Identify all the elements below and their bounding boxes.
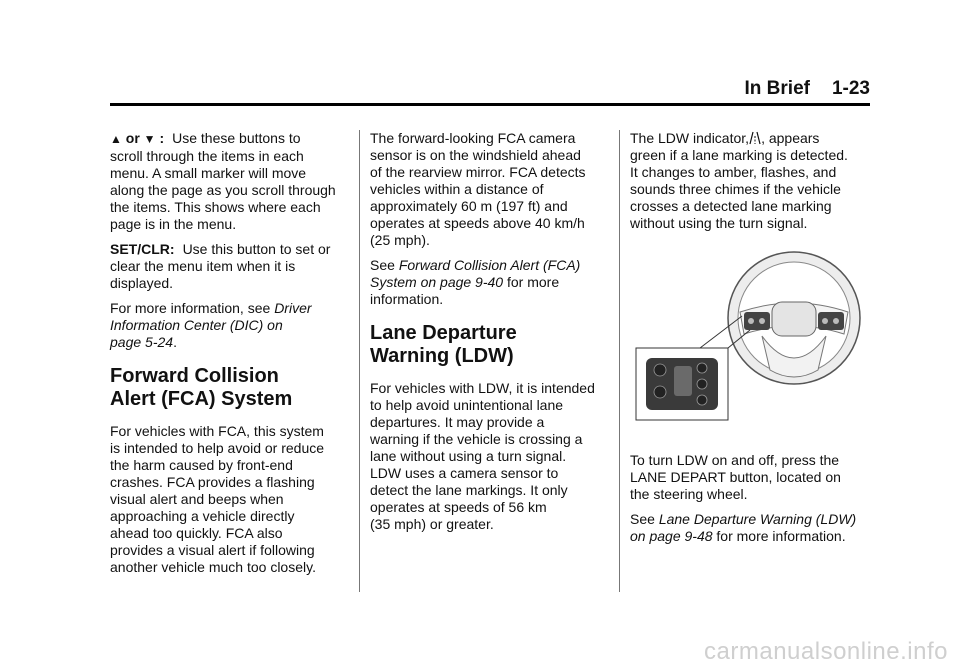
cross-reference: System on page 9-40 [370,274,504,290]
control-buttons-inset [636,348,728,420]
section-title: In Brief [744,78,810,99]
cross-reference: Forward Collision Alert (FCA) [398,257,581,273]
text-line: (25 mph). [370,232,430,248]
text-line: scroll through the items in each [110,148,304,164]
ldw-toggle-paragraph [630,452,870,503]
text-line: operates at speeds above 40 km/h [370,215,585,231]
text-line: , appears [761,130,820,146]
text-line: sensor is on the windshield ahead [370,147,581,163]
ldw-paragraph [370,380,606,533]
up-arrow-icon: ▲ [110,132,122,146]
heading-line: Lane Departure [370,322,517,344]
text-line: provides a visual alert if following [110,542,315,558]
column-1 [110,130,350,584]
text-line: another vehicle much too closely. [110,559,316,575]
steering-wheel-illustration [630,250,870,440]
text-line: approaching a vehicle directly [110,508,295,524]
watermark: carmanualsonline.info [704,638,948,665]
text-line: For vehicles with FCA, this system [110,423,324,439]
ldw-indicator-paragraph [630,130,870,232]
cross-reference: Information Center (DIC) on [110,317,283,333]
text-line: for more [506,274,560,290]
text-line: See [630,511,655,527]
text-line: displayed. [110,275,174,291]
text-line: departures. It may provide a [370,414,545,430]
set-clr-paragraph [110,241,350,292]
fca-reference-paragraph [370,257,606,308]
ldw-reference-paragraph [630,511,870,545]
down-arrow-icon: ▼ [143,132,156,146]
column-2 [370,130,606,541]
cross-reference: Lane Departure Warning (LDW) [658,511,857,527]
header-rule [110,103,870,106]
cross-reference: page 5-24 [110,334,174,350]
text-line: For more information, see [110,300,271,316]
lane-departure-icon [749,131,761,145]
header-title [745,78,870,100]
text-line: along the page as you scroll through [110,182,336,198]
cross-reference: on page 9-48 [630,528,713,544]
text-line: the steering wheel. [630,486,748,502]
section-heading-ldw [370,322,606,368]
steering-wheel-icon [728,252,860,384]
section-heading-fca [110,365,350,411]
text-line: Use this button to set or [182,241,331,257]
text-line: The LDW indicator, [630,130,750,146]
text-line: approximately 60 m (197 ft) and [370,198,568,214]
text-line: Use these buttons to [172,130,301,146]
text-line: See [370,257,395,273]
text-line: menu. A small marker will move [110,165,307,181]
dic-reference-paragraph [110,300,350,351]
text-line: ahead too quickly. FCA also [110,525,283,541]
text-line: crosses a detected lane marking [630,198,832,214]
column-3 [630,130,870,553]
text-line: the items. This shows where each [110,199,321,215]
column-divider [619,130,620,592]
heading-line: Forward Collision [110,365,279,387]
text-line: sounds three chimes if the vehicle [630,181,841,197]
text-line: vehicles within a distance of [370,181,544,197]
text-line: For vehicles with LDW, it is intended [370,380,595,396]
heading-line: Warning (LDW) [370,345,514,367]
colon: : [159,130,165,146]
cross-reference: Driver [274,300,312,316]
page-number: 1-23 [831,78,870,99]
text-line: is intended to help avoid or reduce [110,440,325,456]
text-line: of the rearview mirror. FCA detects [370,164,586,180]
scroll-buttons-paragraph [110,130,350,233]
page-header [110,78,870,102]
column-divider [359,130,360,592]
set-clr-term: SET/CLR: [110,241,175,257]
period: . [173,334,177,350]
text-line: LDW uses a camera sensor to [370,465,559,481]
text-line: (35 mph) or greater. [370,516,494,532]
text-line: page is in the menu. [110,216,237,232]
text-line: the harm caused by front-end [110,457,293,473]
or-label: or [125,130,140,146]
text-line: The forward-looking FCA camera [370,130,576,146]
fca-camera-paragraph [370,130,606,249]
text-line: visual alert and beeps when [110,491,284,507]
text-line: LANE DEPART button, located on [630,469,841,485]
text-line: for more information. [716,528,846,544]
heading-line: Alert (FCA) System [110,388,293,410]
text-line: green if a lane marking is detected. [630,147,848,163]
text-line: lane without using a turn signal. [370,448,567,464]
text-line: to help avoid unintentional lane [370,397,564,413]
text-line: operates at speeds of 56 km [370,499,547,515]
text-line: It changes to amber, flashes, and [630,164,837,180]
text-line: To turn LDW on and off, press the [630,452,840,468]
text-line: information. [370,291,444,307]
text-line: detect the lane markings. It only [370,482,568,498]
text-line: clear the menu item when it is [110,258,296,274]
text-line: warning if the vehicle is crossing a [370,431,583,447]
fca-paragraph [110,423,350,576]
text-line: crashes. FCA provides a flashing [110,474,315,490]
text-line: without using the turn signal. [630,215,808,231]
